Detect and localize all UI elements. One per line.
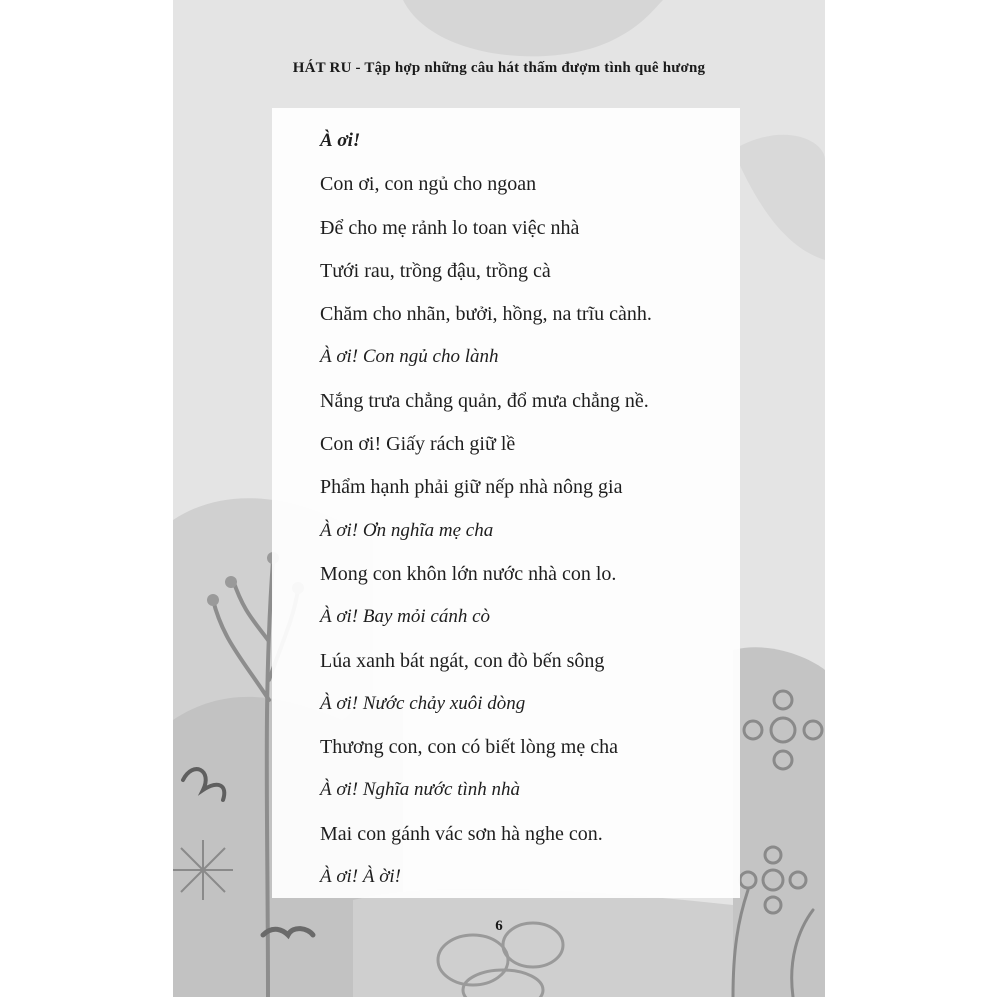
poem-line: Tưới rau, trồng đậu, trồng cà [320, 259, 551, 282]
poem-line: Con ơi, con ngủ cho ngoan [320, 173, 537, 196]
page-number: 6 [495, 918, 503, 934]
poem-line: Mai con gánh vác sơn hà nghe con. [320, 822, 603, 845]
poem-line: Lúa xanh bát ngát, con đò bến sông [320, 649, 605, 672]
poem-line: Để cho mẹ rảnh lo toan việc nhà [320, 216, 580, 239]
poem-line: Thương con, con có biết lòng mẹ cha [320, 736, 618, 759]
running-header-title: HÁT RU - Tập hợp những câu hát thấm đượm tình quê hương [292, 60, 706, 76]
poem-line: À ơi! Con ngủ cho lành [320, 346, 499, 368]
poem-line: Phẩm hạnh phải giữ nếp nhà nông gia [320, 476, 623, 499]
poem-line: À ơi! Bay mỏi cánh cò [320, 606, 491, 628]
poem-line: Mong con khôn lớn nước nhà con lo. [320, 562, 617, 585]
poem-line: Con ơi! Giấy rách giữ lề [320, 433, 516, 456]
poem-line: À ơi! Nghĩa nước tình nhà [320, 779, 521, 801]
poem-body [320, 124, 740, 903]
poem-line: Chăm cho nhãn, bưởi, hồng, na trĩu cành. [320, 303, 652, 326]
poem-line: À ơi! [320, 130, 361, 151]
poem-line: Nắng trưa chẳng quản, đổ mưa chẳng nề. [320, 389, 649, 412]
poem-line: À ơi! Ơn nghĩa mẹ cha [320, 519, 494, 541]
poem-line: À ơi! À ời! [320, 866, 401, 888]
poem-line: À ơi! Nước chảy xuôi dòng [320, 692, 526, 714]
